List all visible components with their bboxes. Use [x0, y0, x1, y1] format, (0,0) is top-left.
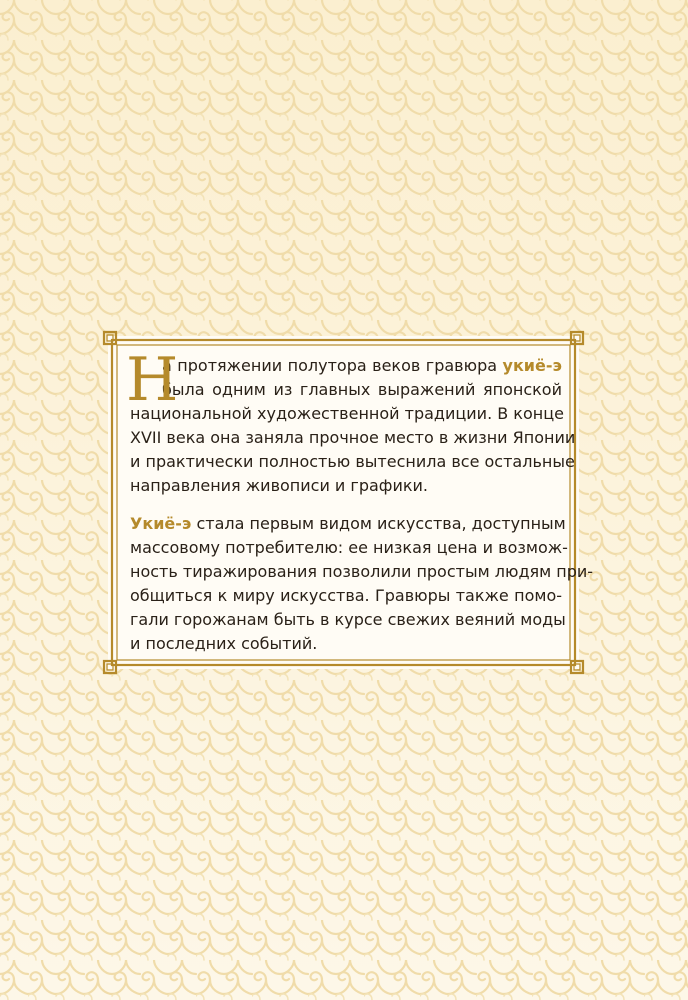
- paragraph-2-line-3: ность тиражирования позволили простым людям при-: [130, 562, 594, 581]
- term-ukiyo-e-2: Укиё-э: [130, 514, 192, 533]
- paragraph-1-line-6: направления живописи и графики.: [130, 476, 429, 495]
- paragraph-1-line-1: а протяжении полутора веков гравюра укиё-э: [162, 356, 562, 375]
- article-text: [126, 345, 594, 656]
- paragraph-2-line-2: массовому потребителю: ее низкая цена и возмож-: [130, 538, 568, 557]
- text-frame: [102, 330, 594, 675]
- paragraph-1-line-3: национальной художественной традиции. В конце: [130, 404, 564, 423]
- paragraph-2-line-6: и последних событий.: [130, 634, 318, 653]
- paragraph-1-line-5: и практически полностью вытеснила все остальные: [130, 452, 575, 471]
- paragraph-1-line-4: XVII века она заняла прочное место в жизни Японии: [130, 428, 576, 447]
- paragraph-1: [126, 345, 576, 498]
- paragraph-2: [130, 512, 594, 656]
- paragraph-2-line-4: общиться к миру искусства. Гравюры также помо-: [130, 586, 562, 605]
- drop-cap: Н: [126, 345, 179, 415]
- paragraph-2-line-5: гали горожанам быть в курсе свежих веяний моды: [130, 610, 566, 629]
- paragraph-2-line-1: Укиё-э стала первым видом искусства, доступным: [130, 514, 566, 533]
- term-ukiyo-e: укиё-э: [502, 356, 562, 375]
- paragraph-1-line-2: была одним из главных выражений японской: [162, 380, 562, 399]
